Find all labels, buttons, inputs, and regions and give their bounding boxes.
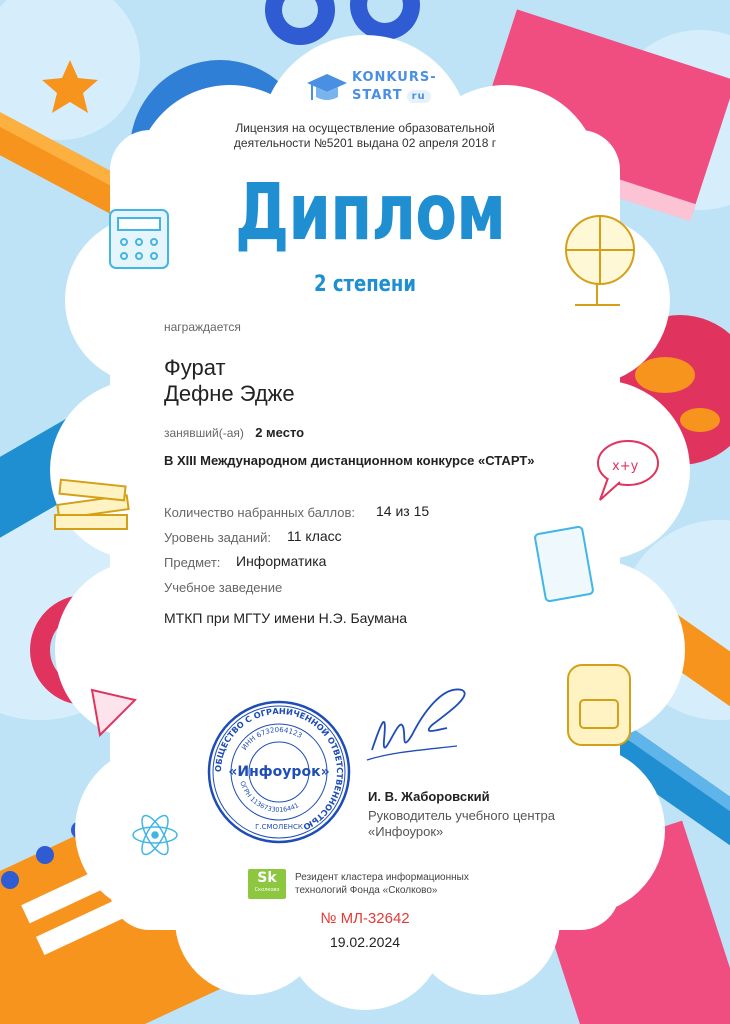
diploma-number: № МЛ-32642: [320, 910, 410, 927]
school-label: Учебное заведение: [164, 580, 283, 595]
svg-text:x+y: x+y: [612, 459, 639, 474]
notepad-doodle: [534, 526, 593, 601]
stamp-city: Г.СМОЛЕНСК: [255, 823, 303, 831]
score-label: Количество набранных баллов:: [164, 505, 355, 520]
diploma-title: Диплом: [235, 168, 506, 258]
logo: [306, 68, 446, 108]
diploma-degree: 2 степени: [314, 272, 417, 297]
signature: [362, 680, 472, 780]
svg-text:ИНН 6732064123: [240, 726, 303, 752]
signer-role-line2: «Инфоурок»: [368, 824, 444, 839]
place-label: занявший(-ая): [164, 426, 244, 440]
calculator-doodle: [110, 210, 168, 268]
logo-line2: START: [352, 88, 403, 103]
skolkovo-logo-mark: Sk: [257, 870, 277, 886]
skolkovo-text: [295, 871, 469, 897]
recipient-name: [164, 355, 295, 407]
school-value: МТКП при МГТУ имени Н.Э. Баумана: [164, 610, 408, 626]
books-doodle: [55, 480, 129, 529]
place-value: 2 место: [255, 425, 305, 440]
signer-role-line1: Руководитель учебного центра: [368, 808, 555, 823]
stamp-inn: ИНН 6732064123: [240, 725, 304, 752]
level-label: Уровень заданий:: [164, 530, 272, 545]
recipient-first-name: Фурат: [164, 355, 226, 380]
awarded-label: награждается: [164, 320, 241, 334]
issue-date: 19.02.2024: [329, 934, 401, 950]
place-row: [164, 425, 304, 440]
logo-line1: KONKURS-: [352, 70, 437, 85]
logo-ru-badge: ru: [407, 90, 431, 103]
graduation-cap-icon: [306, 70, 348, 110]
score-value: 14 из 15: [376, 503, 430, 519]
skolkovo-line1: Резидент кластера информационных: [295, 872, 469, 883]
skolkovo-logo-word: Сколково: [254, 887, 280, 893]
signer-name: И. В. Жаборовский: [368, 789, 490, 804]
score-row: [164, 504, 355, 522]
contest-name: В XIII Международном дистанционном конкурсе «СТАРТ»: [164, 453, 535, 468]
recipient-last-name: Дефне Эдже: [164, 381, 295, 406]
stamp-ring-text: ОБЩЕСТВО С ОГРАНИЧЕННОЙ ОТВЕТСТВЕННОСТЬЮ: [212, 705, 346, 833]
subject-label: Предмет:: [164, 555, 221, 570]
infourok-stamp: [204, 697, 354, 847]
license-line2: деятельности №5201 выдана 02 апреля 2018 г: [233, 136, 497, 150]
skolkovo-line2: технологий Фонда «Сколково»: [295, 885, 438, 896]
skolkovo-logo: [248, 869, 286, 899]
subject-value: Информатика: [236, 553, 327, 569]
svg-text:ОГРН 1136733016441: [238, 780, 300, 814]
signer-role: [368, 808, 555, 840]
backpack-doodle: [568, 665, 630, 745]
license-line1: Лицензия на осуществление образовательной: [235, 121, 495, 135]
level-value: 11 класс: [287, 528, 342, 544]
stamp-center-text: «Инфоурок»: [228, 764, 330, 780]
license-text: [185, 121, 545, 151]
stamp-ogrn: ОГРН 1136733016441: [238, 780, 301, 815]
